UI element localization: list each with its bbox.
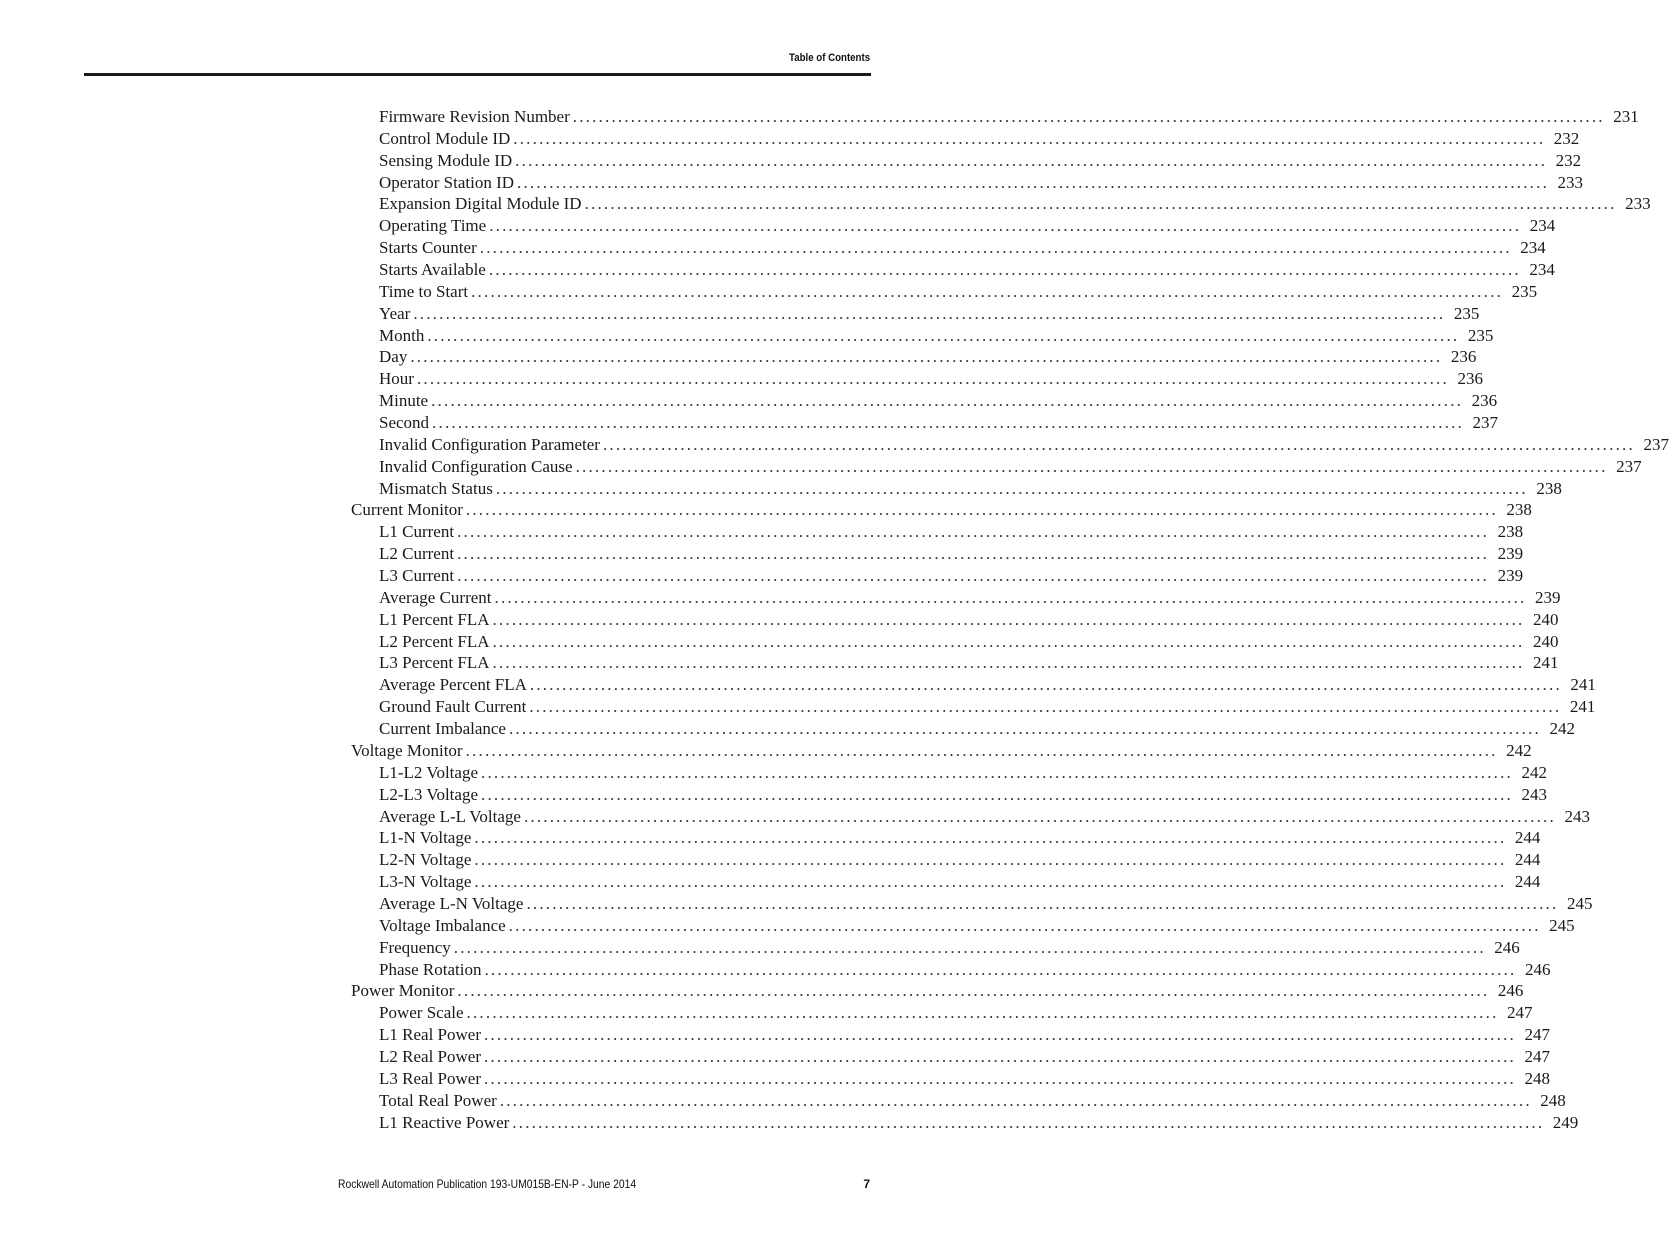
toc-entry-page: 238: [1536, 478, 1562, 498]
toc-entry-title: Average L-N Voltage: [379, 893, 524, 913]
toc-entry-page: 236: [1450, 347, 1477, 367]
toc-entry[interactable]: [351, 193, 1651, 215]
toc-entry-page: 235: [1511, 281, 1538, 301]
toc-entry-title: Day: [379, 347, 408, 367]
toc-entry-title: L1 Reactive Power: [379, 1112, 510, 1132]
toc-entry[interactable]: [351, 521, 1524, 543]
toc-entry[interactable]: [351, 893, 1593, 915]
toc-entry-title: Invalid Configuration Parameter: [379, 434, 600, 454]
toc-entry-page: 241: [1569, 697, 1596, 717]
toc-entry-title: Second: [379, 413, 430, 433]
toc-entry-title: Average Current: [379, 587, 492, 607]
toc-entry[interactable]: [351, 718, 1575, 740]
toc-entry-page: 241: [1532, 653, 1559, 673]
toc-entry[interactable]: [351, 652, 1559, 674]
toc-entry-title: Average Percent FLA: [379, 675, 527, 695]
toc-entry-page: 238: [1506, 500, 1532, 520]
toc-entry-title: L1 Percent FLA: [379, 609, 490, 629]
toc-entry[interactable]: [351, 827, 1541, 849]
toc-entry[interactable]: [351, 740, 1532, 762]
toc-entry[interactable]: [351, 237, 1546, 259]
toc-entry-page: 237: [1616, 456, 1642, 476]
toc-entry-title: Year: [379, 303, 411, 323]
toc-entry-page: 235: [1453, 303, 1480, 323]
toc-dot-leader: ................................................................................................................................................................: [457, 981, 1490, 1001]
toc-entry-page: 236: [1457, 369, 1483, 389]
toc-dot-leader: ................................................................................................................................................................: [602, 434, 1635, 454]
toc-dot-leader: ................................................................................................................................................................: [513, 128, 1546, 148]
toc-entry-page: 245: [1549, 915, 1575, 935]
toc-entry-page: 241: [1570, 675, 1596, 695]
toc-dot-leader: ................................................................................................................................................................: [410, 347, 1443, 367]
toc-entry-title: L3 Current: [379, 566, 455, 586]
toc-entry-title: L2-N Voltage: [379, 850, 472, 870]
toc-dot-leader: ................................................................................................................................................................: [492, 609, 1525, 629]
toc-entry-page: 247: [1524, 1025, 1550, 1045]
toc-entry-page: 244: [1514, 850, 1541, 870]
toc-entry[interactable]: [351, 543, 1524, 565]
toc-entry[interactable]: [351, 281, 1538, 303]
toc-entry-page: 248: [1540, 1090, 1566, 1110]
toc-entry-title: L1 Current: [379, 522, 455, 542]
toc-entry-title: Operator Station ID: [379, 172, 515, 192]
toc-entry-title: L3 Percent FLA: [379, 653, 490, 673]
toc-dot-leader: ................................................................................................................................................................: [508, 719, 1541, 739]
toc-entry[interactable]: [351, 762, 1547, 784]
toc-entry[interactable]: [351, 849, 1541, 871]
toc-entry-title: Mismatch Status: [379, 478, 493, 498]
toc-dot-leader: ................................................................................................................................................................: [517, 172, 1550, 192]
toc-entry-title: L1-N Voltage: [379, 828, 472, 848]
toc-dot-leader: ................................................................................................................................................................: [457, 544, 1490, 564]
toc-entry[interactable]: [351, 937, 1520, 959]
toc-entry[interactable]: [351, 609, 1559, 631]
toc-entry-title: Current Monitor: [351, 500, 463, 520]
toc-entry-title: Current Imbalance: [379, 719, 506, 739]
toc-entry-title: Phase Rotation: [379, 959, 482, 979]
toc-entry-page: 246: [1494, 937, 1520, 957]
toc-entry-page: 239: [1497, 544, 1524, 564]
toc-entry[interactable]: [351, 303, 1480, 325]
toc-entry-title: Expansion Digital Module ID: [379, 194, 582, 214]
toc-entry-title: Invalid Configuration Cause: [379, 456, 573, 476]
toc-dot-leader: ................................................................................................................................................................: [523, 806, 1556, 826]
toc-dot-leader: ................................................................................................................................................................: [427, 325, 1460, 345]
toc-dot-leader: ................................................................................................................................................................: [584, 194, 1617, 214]
toc-dot-leader: ................................................................................................................................................................: [466, 1003, 1499, 1023]
toc-dot-leader: ................................................................................................................................................................: [494, 587, 1527, 607]
toc-entry-title: L2-L3 Voltage: [379, 784, 478, 804]
toc-entry-title: L2 Real Power: [379, 1046, 481, 1066]
toc-entry-page: 238: [1497, 522, 1524, 542]
toc-entry-page: 244: [1514, 872, 1541, 892]
toc-entry-page: 244: [1514, 828, 1541, 848]
toc-entry[interactable]: [351, 434, 1669, 456]
toc-dot-leader: ................................................................................................................................................................: [483, 1025, 1516, 1045]
toc-entry[interactable]: [351, 499, 1532, 521]
toc-dot-leader: ................................................................................................................................................................: [575, 456, 1608, 476]
toc-entry-page: 232: [1553, 128, 1580, 148]
toc-entry-title: Starts Available: [379, 260, 486, 280]
toc-entry[interactable]: [351, 565, 1524, 587]
toc-entry-page: 242: [1521, 762, 1547, 782]
toc-entry-page: 247: [1524, 1046, 1550, 1066]
toc-dot-leader: ................................................................................................................................................................: [499, 1090, 1532, 1110]
toc-entry-title: L2 Current: [379, 544, 455, 564]
toc-dot-leader: ................................................................................................................................................................: [508, 915, 1541, 935]
toc-entry[interactable]: [351, 631, 1559, 653]
toc-dot-leader: ................................................................................................................................................................: [474, 850, 1507, 870]
toc-entry-page: 231: [1613, 107, 1639, 126]
toc-dot-leader: ................................................................................................................................................................: [495, 478, 1528, 498]
toc-entry-page: 245: [1566, 893, 1593, 913]
toc-dot-leader: ................................................................................................................................................................: [465, 740, 1498, 760]
toc-entry-title: Hour: [379, 369, 414, 389]
toc-dot-leader: ................................................................................................................................................................: [488, 260, 1521, 280]
footer-page-number: 7: [863, 1177, 870, 1191]
toc-entry[interactable]: [351, 412, 1499, 434]
toc-entry-title: Voltage Monitor: [351, 740, 463, 760]
toc-entry[interactable]: [351, 980, 1524, 1002]
toc-entry[interactable]: [351, 915, 1575, 937]
toc-entry[interactable]: [351, 259, 1555, 281]
toc-dot-leader: ................................................................................................................................................................: [416, 369, 1449, 389]
toc-entry[interactable]: [351, 150, 1582, 172]
toc-entry[interactable]: [351, 346, 1477, 368]
toc-dot-leader: ................................................................................................................................................................: [489, 216, 1522, 236]
toc-entry-title: Starts Counter: [379, 238, 477, 258]
toc-entry[interactable]: [351, 784, 1547, 806]
toc-entry[interactable]: [351, 478, 1562, 500]
toc-entry-page: 247: [1507, 1003, 1533, 1023]
toc-dot-leader: ................................................................................................................................................................: [457, 566, 1490, 586]
toc-list: [351, 106, 1669, 1133]
toc-entry-page: 234: [1529, 216, 1556, 236]
header-title: Table of Contents: [788, 52, 870, 64]
toc-dot-leader: ................................................................................................................................................................: [529, 675, 1562, 695]
toc-dot-leader: ................................................................................................................................................................: [529, 697, 1562, 717]
toc-entry-page: 234: [1529, 260, 1555, 280]
toc-entry-title: Ground Fault Current: [379, 697, 527, 717]
toc-entry-page: 236: [1471, 391, 1498, 411]
toc-entry-page: 246: [1524, 959, 1551, 979]
toc-entry-title: Sensing Module ID: [379, 150, 513, 170]
toc-dot-leader: ................................................................................................................................................................: [512, 1112, 1545, 1132]
toc-entry[interactable]: [351, 456, 1642, 478]
toc-dot-leader: ................................................................................................................................................................: [432, 413, 1465, 433]
toc-entry[interactable]: [351, 106, 1639, 128]
toc-dot-leader: ................................................................................................................................................................: [484, 959, 1517, 979]
toc-entry-page: 240: [1532, 609, 1559, 629]
toc-entry-title: Control Module ID: [379, 128, 511, 148]
toc-entry-page: 239: [1535, 587, 1561, 607]
toc-entry-page: 237: [1472, 413, 1499, 433]
header-rule: [84, 73, 871, 76]
toc-dot-leader: ................................................................................................................................................................: [474, 828, 1507, 848]
toc-entry-title: Voltage Imbalance: [379, 915, 506, 935]
toc-entry-title: L2 Percent FLA: [379, 631, 490, 651]
toc-entry-page: 243: [1564, 806, 1590, 826]
toc-entry-page: 234: [1520, 238, 1546, 258]
toc-entry-page: 248: [1524, 1068, 1550, 1088]
toc-entry[interactable]: [351, 587, 1561, 609]
toc-dot-leader: ................................................................................................................................................................: [481, 784, 1513, 804]
toc-entry[interactable]: [351, 1112, 1579, 1134]
toc-dot-leader: ................................................................................................................................................................: [481, 762, 1513, 782]
toc-dot-leader: ................................................................................................................................................................: [431, 391, 1464, 411]
toc-entry[interactable]: [351, 1068, 1550, 1090]
toc-entry[interactable]: [351, 390, 1498, 412]
toc-entry-page: 233: [1625, 194, 1651, 214]
toc-entry[interactable]: [351, 172, 1584, 194]
toc-dot-leader: ................................................................................................................................................................: [492, 653, 1525, 673]
toc-entry[interactable]: [351, 1002, 1533, 1024]
toc-entry-page: 237: [1643, 434, 1669, 454]
toc-entry[interactable]: [351, 959, 1551, 981]
toc-entry-title: Minute: [379, 391, 429, 411]
toc-dot-leader: ................................................................................................................................................................: [479, 238, 1512, 258]
toc-entry[interactable]: [351, 215, 1556, 237]
toc-entry-title: Firmware Revision Number: [379, 107, 570, 126]
toc-entry-title: L3-N Voltage: [379, 872, 472, 892]
toc-entry-title: Power Scale: [379, 1003, 464, 1023]
toc-entry-page: 239: [1497, 566, 1524, 586]
toc-dot-leader: ................................................................................................................................................................: [465, 500, 1498, 520]
toc-entry[interactable]: [351, 368, 1483, 390]
toc-dot-leader: ................................................................................................................................................................: [474, 872, 1507, 892]
toc-dot-leader: ................................................................................................................................................................: [453, 937, 1486, 957]
toc-dot-leader: ................................................................................................................................................................: [471, 281, 1504, 301]
footer-publication: Rockwell Automation Publication 193-UM015B-EN-P - June 2014: [338, 1177, 637, 1191]
toc-dot-leader: ................................................................................................................................................................: [572, 107, 1605, 126]
toc-entry-title: L1-L2 Voltage: [379, 762, 478, 782]
toc-dot-leader: ................................................................................................................................................................: [483, 1046, 1516, 1066]
toc-entry-page: 243: [1521, 784, 1547, 804]
toc-entry-title: L1 Real Power: [379, 1025, 481, 1045]
toc-entry-title: Average L-L Voltage: [379, 806, 521, 826]
toc-entry-title: Total Real Power: [379, 1090, 497, 1110]
toc-dot-leader: ................................................................................................................................................................: [515, 150, 1548, 170]
toc-entry[interactable]: [351, 1090, 1566, 1112]
toc-dot-leader: ................................................................................................................................................................: [457, 522, 1490, 542]
toc-entry-title: Month: [379, 325, 425, 345]
toc-entry[interactable]: [351, 696, 1596, 718]
toc-entry-page: 233: [1557, 172, 1584, 192]
toc-dot-leader: ................................................................................................................................................................: [526, 893, 1559, 913]
toc-entry-page: 235: [1467, 325, 1494, 345]
toc-entry-page: 246: [1497, 981, 1524, 1001]
toc-entry-page: 240: [1532, 631, 1559, 651]
toc-entry-title: L3 Real Power: [379, 1068, 481, 1088]
toc-entry[interactable]: [351, 674, 1596, 696]
toc-dot-leader: ................................................................................................................................................................: [413, 303, 1446, 323]
toc-entry-title: Power Monitor: [351, 981, 455, 1001]
toc-dot-leader: ................................................................................................................................................................: [483, 1068, 1516, 1088]
toc-entry[interactable]: [351, 871, 1541, 893]
toc-entry-title: Operating Time: [379, 216, 487, 236]
toc-entry-page: 249: [1552, 1112, 1579, 1132]
toc-entry[interactable]: [351, 1046, 1550, 1068]
toc-entry[interactable]: [351, 128, 1580, 150]
toc-entry-title: Time to Start: [379, 281, 469, 301]
toc-entry-page: 232: [1555, 150, 1582, 170]
toc-entry-page: 242: [1506, 740, 1532, 760]
toc-entry-title: Frequency: [379, 937, 451, 957]
toc-entry[interactable]: [351, 806, 1590, 828]
toc-entry[interactable]: [351, 325, 1494, 347]
toc-dot-leader: ................................................................................................................................................................: [492, 631, 1525, 651]
toc-entry-page: 242: [1549, 719, 1575, 739]
toc-entry[interactable]: [351, 1024, 1550, 1046]
